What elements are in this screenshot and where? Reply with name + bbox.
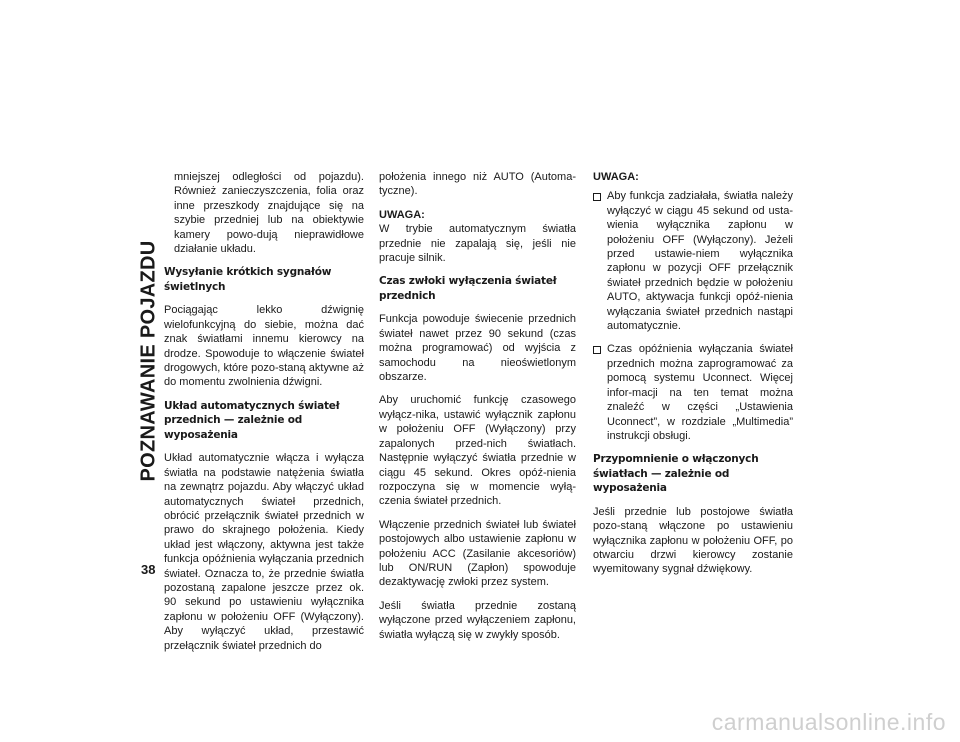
paragraph: Jeśli przednie lub postojowe światła pozo-staną włączone po ustawieniu wyłącznika zapłonu w położeniu OFF, po otwarciu drzwi kierowcy zostanie wyemitowany sygnał dźwiękowy. [593,505,793,576]
column-right [593,170,793,586]
heading-flash-to-pass: Wysyłanie krótkich sygnałów świetlnych [164,266,332,293]
paragraph: Pociągając lekko dźwignię wielofunkcyjną do siebie, można dać znak światłami innemu kierowcy na drodze. Spowoduje to włączenie świateł drogowych, które pozo-staną aktywne aż do momentu zwolnienia dźwigni. [164,304,364,389]
paragraph: Układ automatycznie włącza i wyłącza światła na podstawie natężenia światła na zewnątrz pojazdu. Aby włączyć układ automatycznych świateł przednich, obrócić przełącznik świateł przednich w prawo do skrajnego położenia. Kiedy układ jest włączony, aktywna jest także funkcja opóźnienia wyłączania przednich świateł. Oznacza to, że przednie światła pozostaną zapalone jeszcze przez ok. 90 sekund po ustawieniu wyłącznika zapłonu w położeniu OFF (Wyłączony). Aby wyłączyć układ, przestawić przełącznik świateł przednich do [164,452,364,652]
heading-automatic-headlights: Układ automatycznych świateł przednich — zależnie od wyposażenia [164,399,340,441]
paragraph: mniejszej odległości od pojazdu). Również zanieczyszczenia, folia oraz inne przeszkody znajdujące się na szybie przedniej lub na obiektywie kamery powo-dują nieprawidłowe działanie układu. [174,171,364,256]
paragraph: położenia innego niż AUTO (Automa-tyczne). [379,171,576,198]
page-number: 38 [141,562,156,577]
list-item-text: Aby funkcja zadziałała, światła należy wyłączyć w ciągu 45 sekund od usta-wienia wyłącznika zapłonu w położeniu OFF (Wyłączony). Jeżeli przed ustawie-niem wyłącznika zapłonu w pozycji OFF przełącznik świateł przednich będzie w położeniu AUTO, aktywacja funkcji opóź-nienia wyłączania świateł przednich nastąpi automatycznie. [607,190,793,333]
heading-headlight-delay: Czas zwłoki wyłączenia świateł przednich [379,275,557,302]
paragraph: Funkcja powoduje świecenie przednich świateł nawet przez 90 sekund (czas można programować) od wyjścia z samochodu na nieoświetlonym obszarze. [379,313,576,384]
note-label: UWAGA: [593,171,639,183]
note-block [379,208,576,266]
list-item-text: Czas opóźnienia wyłączania świateł przednich można zaprogramować za pomocą systemu Uconnect. Więcej infor-macji na ten temat można znaleźć w części „Ustawienia Uconnect”, w rozdziale „Multimedia” instrukcji obsługi. [607,343,793,442]
note-label: UWAGA: [379,208,425,221]
note-text: W trybie automatycznym światła przednie nie zapalają się, jeśli nie pracuje silnik. [379,223,576,265]
paragraph: Aby uruchomić funkcję czasowego wyłącz-nika, ustawić wyłącznik zapłonu w położeniu OFF (Wyłączony) przy zapalonych przed-nich światłach. Następnie wyłączyć światła przednie w ciągu 45 sekund. Okres opóź-nienia rozpoczyna się w momencie wyłą-czenia świateł przednich. [379,394,576,508]
list-item [593,189,793,333]
heading-lights-on-reminder: Przypomnienie o włączonych światłach — zależnie od wyposażenia [593,453,759,495]
square-bullet-icon [593,193,601,201]
square-bullet-icon [593,346,601,354]
paragraph: Włączenie przednich świateł lub świateł postojowych albo ustawienie zapłonu w położeniu ACC (Zasilanie akcesoriów) lub ON/RUN (Zapłon) spowoduje dezaktywację zwłoki przez system. [379,518,576,589]
paragraph: Jeśli światła przednie zostaną wyłączone przed wyłączeniem zapłonu, światła wyłączą się w zwykły sposób. [379,599,576,641]
column-middle [379,170,576,651]
section-title-vertical [137,172,161,550]
column-left [164,170,364,662]
watermark: carmanualsonline.info [711,709,946,735]
list-item [593,342,793,443]
section-title: POZNAWANIE POJAZDU [137,240,160,482]
